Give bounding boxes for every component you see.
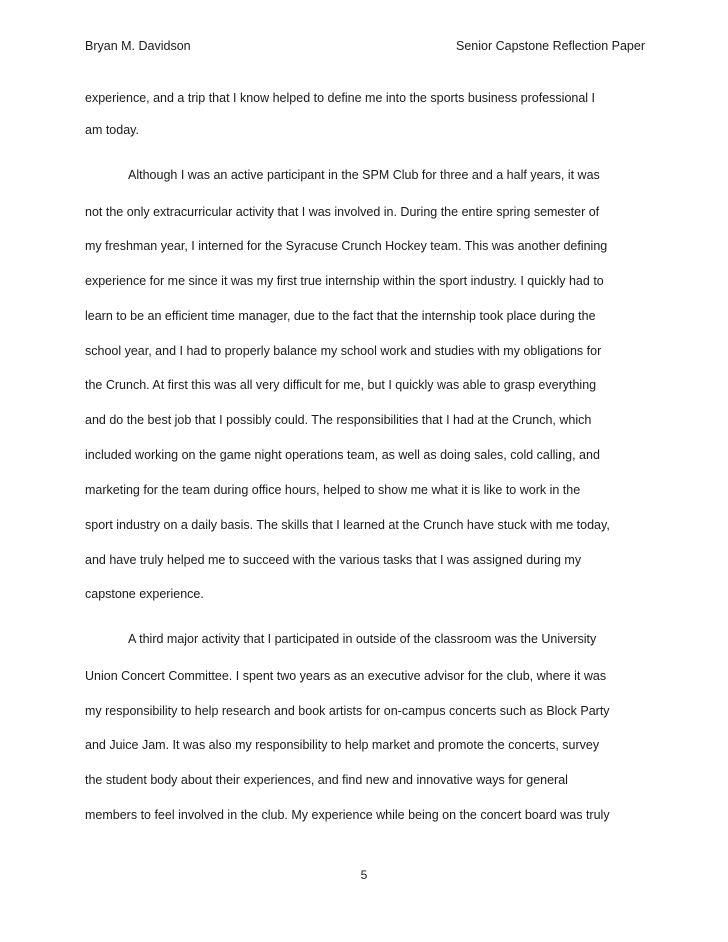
header-title: Senior Capstone Reflection Paper: [455, 39, 645, 53]
body-line: my responsibility to help research and book artists for on-campus concerts such as Block Party: [85, 704, 610, 718]
body-line: school year, and I had to properly balance my school work and studies with my obligations for: [85, 344, 602, 358]
body-line: included working on the game night operations team, as well as doing sales, cold calling, and: [85, 448, 600, 462]
body-line: and do the best job that I possibly could. The responsibilities that I had at the Crunch, which: [85, 413, 592, 427]
body-line: and have truly helped me to succeed with the various tasks that I was assigned during my: [85, 553, 582, 567]
body-line: experience, and a trip that I know helped to define me into the sports business professional I: [85, 91, 596, 105]
body-line: the student body about their experiences, and find new and innovative ways for general: [85, 773, 568, 787]
body-line: learn to be an efficient time manager, due to the fact that the internship took place during the: [85, 309, 596, 323]
header-author: Bryan M. Davidson: [85, 39, 191, 53]
body-line: and Juice Jam. It was also my responsibility to help market and promote the concerts, survey: [85, 738, 600, 752]
body-line: my freshman year, I interned for the Syracuse Crunch Hockey team. This was another defining: [85, 239, 608, 253]
body-line: not the only extracurricular activity that I was involved in. During the entire spring semester of: [85, 205, 600, 219]
paragraph-first-line: A third major activity that I participated in outside of the classroom was the University: [128, 632, 597, 646]
body-line: am today.: [85, 123, 139, 137]
body-line: members to feel involved in the club. My experience while being on the concert board was truly: [85, 808, 610, 822]
body-line: marketing for the team during office hours, helped to show me what it is like to work in the: [85, 483, 581, 497]
body-line: experience for me since it was my first true internship within the sport industry. I quickly had to: [85, 274, 604, 288]
body-line: sport industry on a daily basis. The skills that I learned at the Crunch have stuck with me today,: [85, 518, 610, 532]
page-header: [85, 39, 645, 59]
body-line: Union Concert Committee. I spent two years as an executive advisor for the club, where it was: [85, 669, 607, 683]
paragraph-first-line: Although I was an active participant in the SPM Club for three and a half years, it was: [128, 168, 600, 182]
body-line: the Crunch. At first this was all very difficult for me, but I quickly was able to grasp everything: [85, 378, 597, 392]
page-number: 5: [360, 868, 368, 882]
body-line: capstone experience.: [85, 587, 204, 601]
